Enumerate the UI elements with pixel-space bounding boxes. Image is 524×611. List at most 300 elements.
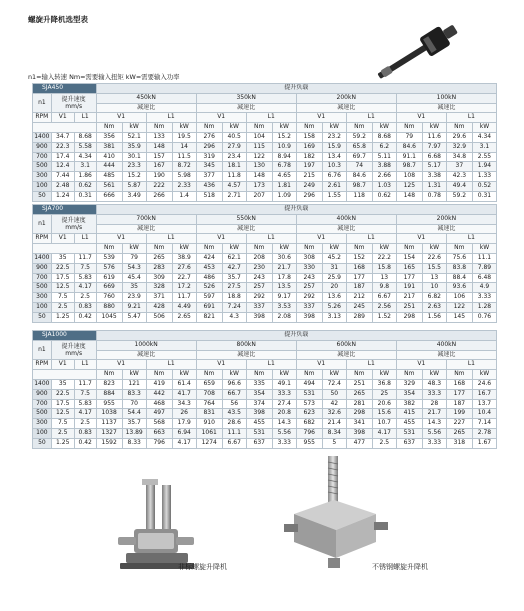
ratio-v1-header: V1 — [396, 360, 446, 370]
table-cell: 29.6 — [446, 132, 472, 142]
table-cell: 1.03 — [372, 181, 396, 191]
table-cell: 26 — [172, 409, 196, 419]
kw-header: kW — [272, 123, 296, 133]
table-cell: 821 — [196, 312, 222, 322]
table-cell: 66.7 — [222, 389, 246, 399]
rpm-value: 50 — [33, 312, 52, 322]
kw-header: kW — [122, 123, 146, 133]
table-cell: 32.9 — [446, 142, 472, 152]
rpm-value: 1400 — [33, 253, 52, 263]
table-cell: 1137 — [96, 419, 122, 429]
l1-value: 7.5 — [74, 263, 96, 273]
load-value: 400kN — [296, 214, 396, 224]
table-cell: 27.5 — [222, 283, 246, 293]
v1-value: 17.5 — [51, 273, 74, 283]
table-cell: 130 — [246, 162, 272, 172]
load-value: 600kN — [296, 340, 396, 350]
table-cell: 477 — [346, 438, 372, 448]
v1-value: 35 — [51, 379, 74, 389]
table-row — [33, 312, 497, 322]
table-cell: 121 — [122, 379, 146, 389]
l1-value: 4.34 — [74, 152, 96, 162]
table-cell: 764 — [196, 399, 222, 409]
table-cell: 197 — [296, 162, 322, 172]
rpm-value: 700 — [33, 152, 52, 162]
table-row — [33, 419, 497, 429]
table-cell: 0.31 — [472, 191, 496, 201]
v1-value: 12.4 — [51, 162, 74, 172]
l1-value: 11.7 — [74, 253, 96, 263]
table-cell: 444 — [96, 162, 122, 172]
kw-header: kW — [172, 370, 196, 380]
nm-header: Nm — [346, 244, 372, 254]
table-cell: 18.8 — [222, 293, 246, 303]
table-cell: 382 — [396, 399, 422, 409]
table-cell: 691 — [196, 302, 222, 312]
table-cell: 31 — [322, 263, 346, 273]
table-cell: 148 — [146, 142, 172, 152]
table-cell: 11.6 — [422, 132, 446, 142]
table-cell: 212 — [346, 293, 372, 303]
table-cell: 497 — [146, 409, 172, 419]
table-cell: 597 — [196, 293, 222, 303]
table-cell: 3.33 — [472, 293, 496, 303]
table-cell: 354 — [396, 389, 422, 399]
table-cell: 35 — [122, 283, 146, 293]
table-cell: 168 — [446, 379, 472, 389]
table-cell: 21.7 — [272, 263, 296, 273]
table-cell: 5.47 — [122, 312, 146, 322]
table-cell: 518 — [196, 191, 222, 201]
rpm-header: RPM — [33, 234, 52, 244]
table-cell: 154 — [396, 253, 422, 263]
table-row — [33, 172, 497, 182]
table-cell: 6.82 — [422, 293, 446, 303]
table-cell: 455 — [246, 419, 272, 429]
nm-header: Nm — [296, 244, 322, 254]
table-cell: 486 — [196, 273, 222, 283]
model-label: SJA1000 — [33, 331, 97, 341]
table-row — [33, 253, 497, 263]
nm-header: Nm — [246, 244, 272, 254]
table-cell: 70 — [122, 399, 146, 409]
table-cell: 1.31 — [422, 181, 446, 191]
ratio-header: 减速比 — [396, 350, 496, 360]
table-cell: 455 — [396, 419, 422, 429]
table-cell: 298 — [346, 409, 372, 419]
table-cell: 328 — [146, 283, 172, 293]
table-cell: 341 — [346, 419, 372, 429]
table-cell: 91.1 — [396, 152, 422, 162]
table-cell: 133 — [146, 132, 172, 142]
table-cell: 4.65 — [272, 172, 296, 182]
l1-value: 1.86 — [74, 172, 96, 182]
table-cell: 265 — [146, 253, 172, 263]
table-cell: 276 — [196, 132, 222, 142]
page-title: 螺旋升降机选型表 — [28, 15, 88, 24]
v1-value: 7.5 — [51, 293, 74, 303]
table-cell: 5.26 — [322, 302, 346, 312]
table-cell: 118 — [346, 191, 372, 201]
table-cell: 52.1 — [122, 132, 146, 142]
table-cell: 21.7 — [422, 409, 446, 419]
table-cell: 659 — [196, 379, 222, 389]
rpm-value: 1400 — [33, 379, 52, 389]
l1-value: 5.83 — [74, 399, 96, 409]
rpm-value: 1400 — [33, 132, 52, 142]
nm-header: Nm — [346, 370, 372, 380]
v1-value: 2.48 — [51, 181, 74, 191]
table-cell: 337 — [296, 302, 322, 312]
table-row — [33, 389, 497, 399]
table-cell: 148 — [246, 172, 272, 182]
rpm-value: 500 — [33, 162, 52, 172]
rpm-value: 300 — [33, 419, 52, 429]
table-cell: 2.61 — [322, 181, 346, 191]
table-cell: 249 — [296, 181, 322, 191]
table-cell: 177 — [446, 389, 472, 399]
table-cell: 9.21 — [122, 302, 146, 312]
nm-header: Nm — [196, 370, 222, 380]
table-cell: 10.3 — [322, 162, 346, 172]
table-cell: 880 — [96, 302, 122, 312]
table-cell: 3.13 — [322, 312, 346, 322]
table-cell: 96.6 — [222, 379, 246, 389]
table-cell: 354 — [246, 389, 272, 399]
rpm-value: 300 — [33, 172, 52, 182]
table-cell: 13.7 — [472, 399, 496, 409]
l1-value: 0.42 — [74, 312, 96, 322]
table-cell: 207 — [246, 191, 272, 201]
table-cell: 561 — [96, 181, 122, 191]
ratio-v1-header: V1 — [196, 113, 246, 123]
kw-header: kW — [172, 244, 196, 254]
table-cell: 708 — [196, 389, 222, 399]
table-cell: 453 — [196, 263, 222, 273]
table-row — [33, 162, 497, 172]
table-cell: 5.87 — [122, 181, 146, 191]
table-cell: 398 — [246, 409, 272, 419]
table-cell: 157 — [146, 152, 172, 162]
screw-jack-product-photo — [370, 18, 466, 86]
load-value: 1000kN — [96, 340, 196, 350]
ratio-v1-header: V1 — [296, 113, 346, 123]
table-cell: 14.3 — [272, 419, 296, 429]
table-cell: 11.1 — [472, 253, 496, 263]
table-cell: 42.3 — [446, 172, 472, 182]
nm-header: Nm — [96, 370, 122, 380]
table-cell: 125 — [396, 181, 422, 191]
table-cell: 7.97 — [422, 142, 446, 152]
kw-header: kW — [222, 370, 246, 380]
nm-header: Nm — [446, 123, 472, 133]
table-cell: 35.9 — [122, 142, 146, 152]
table-cell: 16.7 — [472, 389, 496, 399]
rpm-header: RPM — [33, 113, 52, 123]
load-value: 450kN — [96, 93, 196, 103]
table-cell: 494 — [296, 379, 322, 389]
table-cell: 1.52 — [372, 312, 396, 322]
nm-header: Nm — [296, 370, 322, 380]
v1-value: 35 — [51, 253, 74, 263]
table-cell: 7.14 — [472, 419, 496, 429]
table-row — [33, 428, 497, 438]
table-cell: 531 — [246, 428, 272, 438]
table-cell: 576 — [96, 263, 122, 273]
table-row — [33, 152, 497, 162]
table-cell: 45.2 — [322, 253, 346, 263]
table-row — [33, 181, 497, 191]
table-row — [33, 438, 497, 448]
ratio-l1-header: L1 — [346, 360, 396, 370]
ratio-l1-header: L1 — [246, 234, 296, 244]
l1-value: 2.5 — [74, 419, 96, 429]
table-cell: 35.7 — [222, 273, 246, 283]
table-row — [33, 302, 497, 312]
v1-header: V1 — [51, 360, 74, 370]
table-cell: 823 — [96, 379, 122, 389]
table-cell: 10.7 — [372, 419, 396, 429]
table-cell: 36.8 — [372, 379, 396, 389]
table-cell: 169 — [296, 142, 322, 152]
l1-value: 7.5 — [74, 389, 96, 399]
speed-header: 提升速度 mm/s — [51, 214, 96, 234]
table-cell: 13 — [372, 273, 396, 283]
kw-header: kW — [422, 370, 446, 380]
model-label: SJA700 — [33, 205, 97, 215]
table-cell: 177 — [346, 273, 372, 283]
table-cell: 265 — [446, 428, 472, 438]
table-cell: 3.49 — [122, 191, 146, 201]
table-cell: 10.9 — [272, 142, 296, 152]
table-row — [33, 142, 497, 152]
nm-header: Nm — [246, 370, 272, 380]
table-cell: 20.6 — [372, 399, 396, 409]
blank-cell — [33, 244, 97, 254]
table-cell: 2.65 — [172, 312, 196, 322]
table-cell: 34.8 — [446, 152, 472, 162]
table-cell: 398 — [296, 312, 322, 322]
rpm-value: 500 — [33, 283, 52, 293]
table-cell: 0.52 — [472, 181, 496, 191]
table-cell: 22.6 — [422, 253, 446, 263]
table-cell: 292 — [296, 293, 322, 303]
v1-header: V1 — [51, 113, 74, 123]
load-value: 550kN — [196, 214, 296, 224]
table-cell: 281 — [346, 399, 372, 409]
table-cell: 337 — [246, 302, 272, 312]
nm-header: Nm — [96, 123, 122, 133]
table-cell: 884 — [96, 389, 122, 399]
table-cell: 7.24 — [222, 302, 246, 312]
table-cell: 1327 — [96, 428, 122, 438]
table-cell: 74 — [346, 162, 372, 172]
l1-value: 4.17 — [74, 409, 96, 419]
load-value: 350kN — [196, 93, 296, 103]
table-cell: 419 — [146, 379, 172, 389]
table-cell: 187 — [346, 283, 372, 293]
n1-header: n1 — [33, 340, 52, 360]
table-cell: 3.1 — [472, 142, 496, 152]
table-cell: 41.7 — [172, 389, 196, 399]
table-cell: 637 — [396, 438, 422, 448]
nm-header: Nm — [96, 244, 122, 254]
table-cell: 5.98 — [172, 172, 196, 182]
table-cell: 35.7 — [122, 419, 146, 429]
speed-header: 提升速度 mm/s — [51, 93, 96, 113]
table-cell: 79 — [122, 253, 146, 263]
kw-header: kW — [272, 244, 296, 254]
table-cell: 38.9 — [172, 253, 196, 263]
table-cell: 199 — [446, 409, 472, 419]
nm-header: Nm — [296, 123, 322, 133]
table-cell: 2.5 — [372, 438, 396, 448]
rpm-value: 900 — [33, 263, 52, 273]
load-value: 200kN — [396, 214, 496, 224]
l1-value: 0.62 — [74, 181, 96, 191]
table-cell: 115 — [246, 142, 272, 152]
ratio-l1-header: L1 — [346, 113, 396, 123]
table-cell: 32.6 — [322, 409, 346, 419]
l1-value: 5.83 — [74, 273, 96, 283]
table-cell: 398 — [246, 312, 272, 322]
table-row — [33, 409, 497, 419]
v1-value: 17.4 — [51, 152, 74, 162]
table-row — [33, 263, 497, 273]
table-cell: 243 — [296, 273, 322, 283]
kw-header: kW — [322, 123, 346, 133]
table-cell: 27.4 — [272, 399, 296, 409]
nm-header: Nm — [346, 123, 372, 133]
table-row — [33, 399, 497, 409]
table-cell: 4.17 — [372, 428, 396, 438]
v1-value: 1.25 — [51, 312, 74, 322]
nm-header: Nm — [446, 370, 472, 380]
nm-header: Nm — [396, 370, 422, 380]
ratio-l1-header: L1 — [146, 360, 196, 370]
table-cell: 43.5 — [222, 409, 246, 419]
table-cell: 251 — [396, 302, 422, 312]
table-cell: 298 — [396, 312, 422, 322]
kw-header: kW — [372, 244, 396, 254]
table-cell: 2.66 — [372, 172, 396, 182]
rpm-value: 900 — [33, 389, 52, 399]
table-cell: 177 — [396, 273, 422, 283]
rpm-value: 700 — [33, 273, 52, 283]
v1-value: 22.5 — [51, 389, 74, 399]
table-cell: 4.34 — [472, 132, 496, 142]
kw-header: kW — [372, 123, 396, 133]
l1-value: 4.17 — [74, 283, 96, 293]
table-cell: 1.28 — [472, 302, 496, 312]
table-row — [33, 273, 497, 283]
table-cell: 230 — [246, 263, 272, 273]
load-value: 800kN — [196, 340, 296, 350]
table-cell: 108 — [396, 172, 422, 182]
ratio-header: 减速比 — [196, 103, 296, 113]
table-cell: 329 — [396, 379, 422, 389]
table-cell: 17.8 — [272, 273, 296, 283]
table-cell: 531 — [396, 428, 422, 438]
ratio-v1-header: V1 — [96, 234, 146, 244]
ratio-l1-header: L1 — [146, 234, 196, 244]
table-cell: 1061 — [196, 428, 222, 438]
table-cell: 15.8 — [372, 263, 396, 273]
table-cell: 2.71 — [222, 191, 246, 201]
table-cell: 83.3 — [122, 389, 146, 399]
table-cell: 283 — [146, 263, 172, 273]
table-cell: 122 — [446, 302, 472, 312]
table-cell: 319 — [196, 152, 222, 162]
ratio-v1-header: V1 — [196, 234, 246, 244]
table-cell: 0.62 — [372, 191, 396, 201]
kw-header: kW — [222, 123, 246, 133]
table-cell: 0.76 — [472, 312, 496, 322]
table-cell: 7.89 — [472, 263, 496, 273]
table-cell: 84.6 — [346, 172, 372, 182]
table-cell: 666 — [96, 191, 122, 201]
l1-value: 5.58 — [74, 142, 96, 152]
kw-header: kW — [472, 370, 496, 380]
kw-header: kW — [472, 123, 496, 133]
table-cell: 318 — [446, 438, 472, 448]
rpm-value: 100 — [33, 181, 52, 191]
table-cell: 18.1 — [222, 162, 246, 172]
v1-value: 22.5 — [51, 263, 74, 273]
table-cell: 13.89 — [122, 428, 146, 438]
table-cell: 54.3 — [122, 263, 146, 273]
table-cell: 5.11 — [372, 152, 396, 162]
stainless-jack-caption: 不锈钢螺旋升降机 — [372, 563, 428, 571]
v1-value: 12.5 — [51, 409, 74, 419]
table-cell: 208 — [246, 253, 272, 263]
table-cell: 623 — [296, 409, 322, 419]
rpm-value: 700 — [33, 399, 52, 409]
table-cell: 15.2 — [122, 172, 146, 182]
selection-table-sja700 — [32, 204, 497, 323]
table-cell: 2.55 — [472, 152, 496, 162]
table-cell: 21.4 — [322, 419, 346, 429]
l1-value: 11.7 — [74, 379, 96, 389]
table-cell: 50 — [322, 389, 346, 399]
v1-value: 2.5 — [51, 428, 74, 438]
table-cell: 56 — [222, 399, 246, 409]
l1-value: 8.68 — [74, 132, 96, 142]
kw-header: kW — [422, 123, 446, 133]
table-cell: 5 — [322, 438, 346, 448]
v1-value: 1.25 — [51, 438, 74, 448]
table-cell: 4.17 — [172, 438, 196, 448]
table-cell: 637 — [246, 438, 272, 448]
table-cell: 245 — [346, 302, 372, 312]
table-cell: 1038 — [96, 409, 122, 419]
nm-header: Nm — [196, 123, 222, 133]
table-cell: 1.4 — [172, 191, 196, 201]
table-cell: 88.4 — [446, 273, 472, 283]
table-cell: 15.5 — [422, 263, 446, 273]
table-cell: 243 — [246, 273, 272, 283]
table-cell: 308 — [296, 253, 322, 263]
ratio-header: 减速比 — [296, 103, 396, 113]
table-cell: 15.2 — [272, 132, 296, 142]
nm-header: Nm — [396, 123, 422, 133]
table-cell: 760 — [96, 293, 122, 303]
table-cell: 4.57 — [222, 181, 246, 191]
rpm-header: RPM — [33, 360, 52, 370]
table-cell: 19.5 — [172, 132, 196, 142]
kw-header: kW — [472, 244, 496, 254]
table-cell: 22.7 — [172, 273, 196, 283]
